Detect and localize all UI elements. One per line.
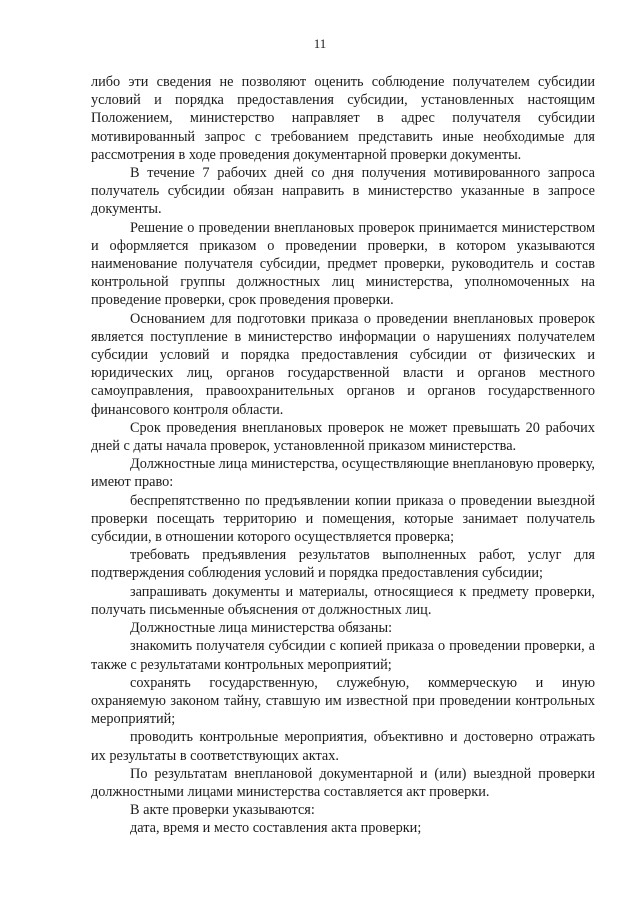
list-item-right-documents: запрашивать документы и материалы, относящиеся к предмету проверки, получать письменные объяснения от должностных лиц.	[91, 583, 595, 618]
paragraph-act-contents: В акте проверки указываются:	[130, 802, 315, 819]
paragraph-inspection-act: По результатам внеплановой документарной и (или) выездной проверки должностными лицами министерства составляется акт проверки.	[91, 765, 595, 800]
list-item-duty-conduct: проводить контрольные мероприятия, объективно и достоверно отражать их результаты в соответствующих актах.	[91, 729, 595, 764]
list-item-right-results: требовать предъявления результатов выполненных работ, услуг для подтверждения соблюдения условий и порядка предоставления субсидии;	[91, 547, 595, 582]
list-item-duty-acquaint: знакомить получателя субсидии с копией приказа о проведении проверки, а также с результатами контрольных мероприятий;	[91, 638, 595, 673]
paragraph-officials-duties: Должностные лица министерства обязаны:	[130, 620, 393, 637]
page-number: 11	[313, 36, 327, 51]
paragraph-inspection-grounds: Основанием для подготовки приказа о проведении внеплановых проверок является поступление в министерство информации о нарушениях получателем субсидии условий и порядка предоставления субсидии от физических и юридических лиц, органов государственной власти и органов местного самоуправления, правоохранительных органов и органов государственного финансового контроля области.	[91, 310, 595, 418]
paragraph-continuation: либо эти сведения не позволяют оценить соблюдение получателем субсидии условий и порядка предоставления субсидии, установленных настоящим Положением, министерство направляет в адрес получателя субсидии мотивированный запрос с требованием представить иные необходимые для рассмотрения в ходе проведения документарной проверки документы.	[91, 74, 595, 163]
paragraph-inspection-term: Срок проведения внеплановых проверок не может превышать 20 рабочих дней с даты начала проверок, установленной приказом министерства.	[91, 419, 595, 455]
list-item-duty-secrecy: сохранять государственную, служебную, коммерческую и иную охраняемую законом тайну, ставшую им известной при проведении контрольных мероприятий;	[91, 674, 595, 728]
paragraph-request-deadline: В течение 7 рабочих дней со дня получения мотивированного запроса получатель субсидии обязан направить в министерство указанные в запросе документы.	[91, 165, 595, 218]
paragraph-inspection-decision: Решение о проведении внеплановых проверок принимается министерством и оформляется приказом о проведении проверки, в котором указываются наименование получателя субсидии, предмет проверки, руководитель и состав контрольной группы должностных лиц министерства, уполномоченных на проведение проверки, срок проведения проверки.	[91, 219, 595, 309]
document-body	[91, 73, 595, 838]
list-item-right-access: беспрепятственно по предъявлении копии приказа о проведении выездной проверки посещать территорию и помещения, которые занимает получатель субсидии, в отношении которого осуществляется проверка;	[91, 492, 595, 546]
list-item-act-date: дата, время и место составления акта проверки;	[130, 820, 422, 837]
paragraph-officials-rights: Должностные лица министерства, осуществляющие внеплановую проверку, имеют право:	[91, 456, 595, 491]
